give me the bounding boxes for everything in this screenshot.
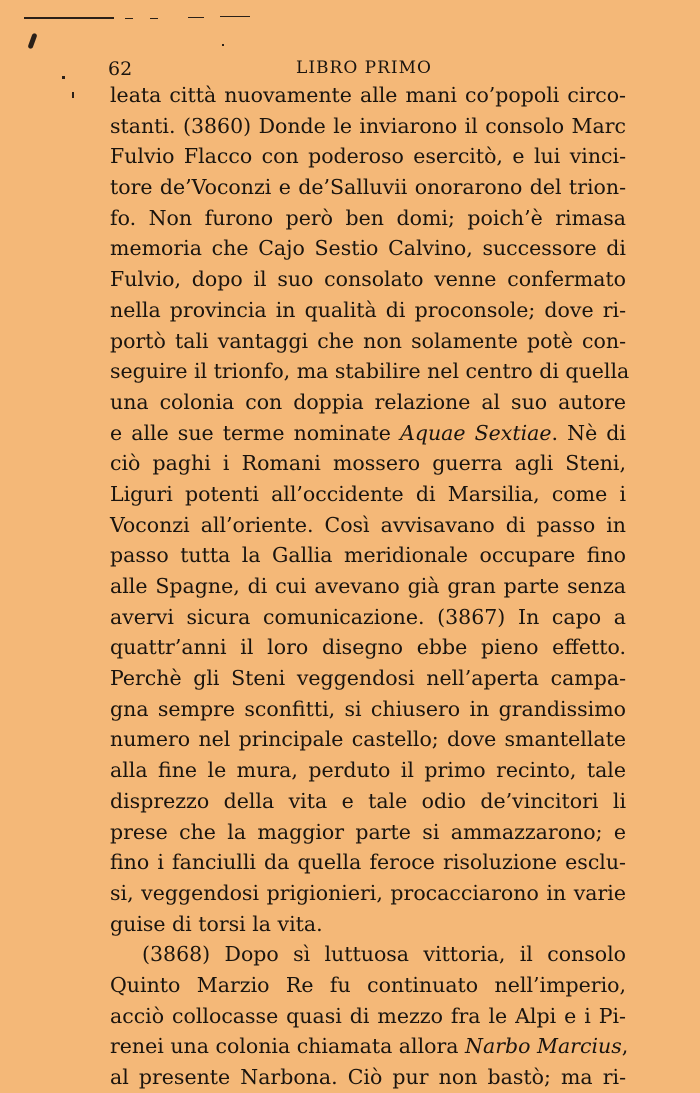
text-line: fo. Non furono però ben domi; poich’è rimasa [110,205,626,230]
paragraph-end-line: guise di torsi la vita. [110,911,323,936]
text-line: memoria che Cajo Sestio Calvino, successore di [110,236,626,261]
page-header [108,58,620,82]
scan-speck-3 [72,92,74,98]
scan-speck-1 [27,33,37,50]
text-line: quattr’anni il loro disegno ebbe pieno effetto. [110,635,626,660]
body-text [110,80,630,1093]
text-line: acciò collocasse quasi di mezzo fra le Alpi e i Pi- [110,1003,626,1028]
scan-rule-dash-4 [220,16,250,17]
text-line: Fulvio Flacco con poderoso esercitò, e lui vinci- [110,144,626,169]
text-line: fino i fanciulli da quella feroce risoluzione esclu- [110,850,626,875]
text-line: alla fine le mura, perduto il primo recinto, tale [110,758,626,783]
text-line: stanti. (3860) Donde le inviarono il consolo Marc [110,113,626,138]
text-line: leata città nuovamente alle mani co’popoli circo- [110,83,626,107]
text-line: passo tutta la Gallia meridionale occupare fino [110,543,626,568]
page-number: 62 [108,58,133,80]
text-line: Quinto Marzio Re fu continuato nell’imperio, [110,972,626,997]
running-title: LIBRO PRIMO [296,58,432,78]
text-line: Perchè gli Steni veggendosi nell’aperta campa- [110,666,626,691]
text-line: si, veggendosi prigionieri, procacciarono in varie [110,880,626,905]
text-line: Voconzi all’oriente. Così avvisavano di passo in [110,512,626,537]
text-line: una colonia con doppia relazione al suo autore [110,389,626,414]
text-line: prese che la maggior parte si ammazzarono; e [110,819,626,844]
scan-rule-dash-3 [188,17,204,18]
text-line: ciò paghi i Romani mossero guerra agli Steni, [110,451,626,476]
text-line: seguire il trionfo, ma stabilire nel centro di quella [110,359,630,384]
text-line: e alle sue terme nominate Aquae Sextiae. Nè di [110,420,626,445]
scan-rule-left [24,17,114,19]
text-line: renei una colonia chiamata allora Narbo Marcius, [110,1034,629,1059]
text-line: avervi sicura comunicazione. (3867) In capo a [110,604,626,629]
text-line: disprezzo della vita e tale odio de’vincitori li [110,788,626,813]
text-line: portò tali vantaggi che non solamente potè con- [110,328,626,353]
text-line: al presente Narbona. Ciò pur non bastò; ma ri- [110,1065,626,1089]
text-line: nella provincia in qualità di proconsole; dove ri- [110,297,626,322]
scan-speck-4 [222,44,224,46]
text-line: gna sempre sconfitti, si chiusero in grandissimo [110,696,626,721]
italic-term: Narbo Marcius [465,1034,622,1059]
text-line: Fulvio, dopo il suo consolato venne confermato [110,267,626,292]
scan-rule-dash-2 [150,18,158,19]
text-line: alle Spagne, di cui avevano già gran parte senza [110,574,626,598]
italic-term: Aquae Sextiae [400,420,552,445]
scan-speck-2 [62,76,65,79]
text-line: Liguri potenti all’occidente di Marsilia, come i [110,481,626,506]
text-line: numero nel principale castello; dove smantellate [110,727,626,752]
paragraph-start-line: (3868) Dopo sì luttuosa vittoria, il consolo [142,942,626,967]
text-line: tore de’Voconzi e de’Salluvii onorarono del trion- [110,175,626,200]
scan-rule-dash-1 [125,18,133,19]
